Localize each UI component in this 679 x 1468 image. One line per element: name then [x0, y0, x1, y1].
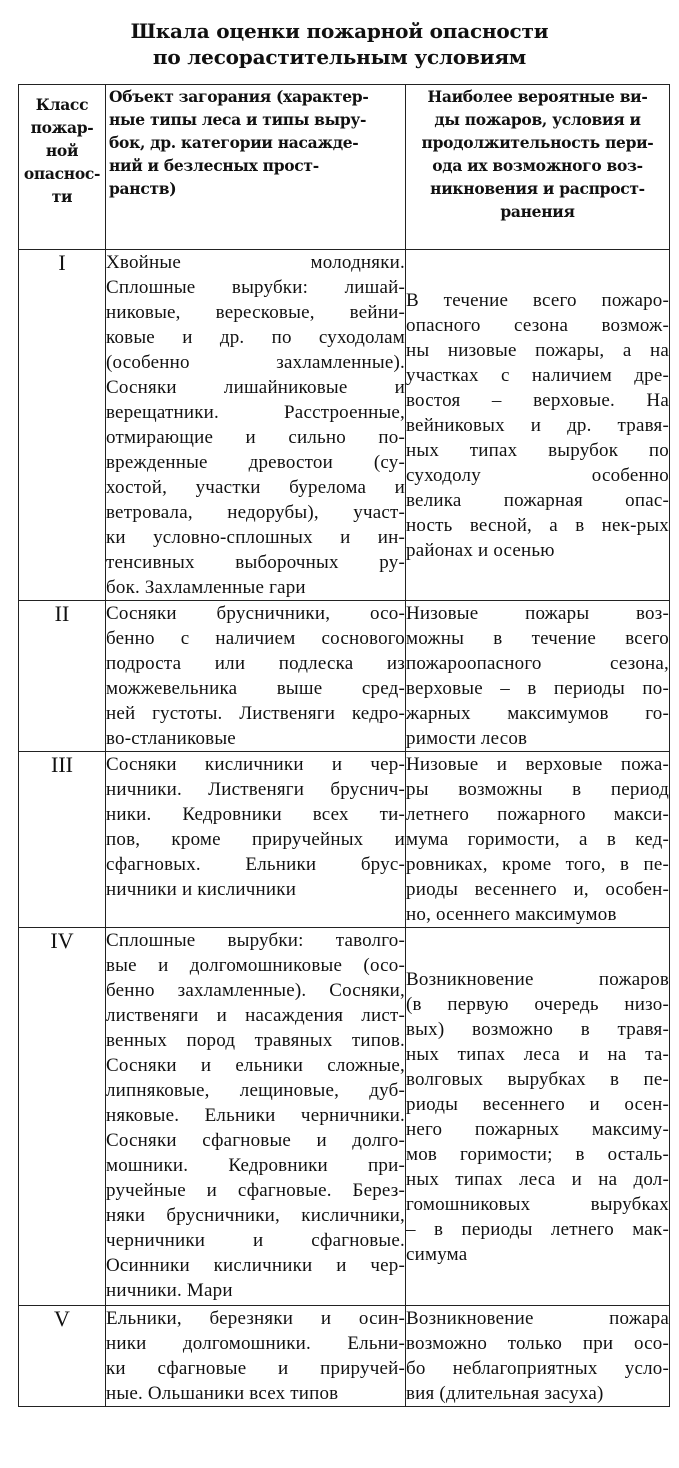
text-line: пожароопасного сезона, [406, 653, 669, 674]
text-line: (особенно захламленные). [106, 352, 405, 373]
text-line: Хвойные молодняки. [106, 252, 405, 273]
table-row [19, 250, 670, 601]
text-line: востоя – верховые. На [406, 389, 669, 411]
table-row [19, 752, 670, 928]
text-line: суходолу особенно [406, 464, 669, 486]
text-line: пожар- [30, 118, 94, 137]
fire-cell [406, 928, 670, 1306]
text-line: ранств) [109, 179, 177, 198]
text-line: ных типах вырубок по [406, 439, 669, 461]
text-line: вейниковых и др. травя- [406, 414, 669, 436]
fire-danger-table [18, 84, 670, 1407]
text-line: ветровала, недорубы), участ- [106, 502, 405, 523]
text-line: Сосняки кисличники и чер- [106, 754, 405, 775]
text-line: опаснос- [23, 164, 101, 183]
text-line: бенно захламленные). Сосняки, [106, 980, 405, 1001]
text-line: него пожарных максиму- [406, 1118, 669, 1140]
text-line: пов, кроме приручейных и [106, 829, 405, 850]
text-line: ничники и кисличники [106, 879, 297, 900]
text-line: ти [51, 187, 73, 206]
text-line: вых) возможно в травя- [406, 1018, 669, 1040]
text-line: во-стланиковые [106, 728, 236, 749]
text-line: Объект загорания (характер- [109, 87, 369, 106]
text-line: – в периоды летнего мак- [406, 1218, 669, 1240]
object-cell [106, 928, 406, 1306]
text-line: летнего пожарного макси- [406, 804, 669, 825]
text-line: Сосняки сфагновые и долго- [106, 1130, 405, 1151]
text-line: ной [45, 141, 79, 160]
table-row [19, 1306, 670, 1407]
object-cell [106, 601, 406, 752]
text-line: никновения и распрост- [430, 179, 645, 198]
class-cell: IV [19, 928, 106, 1306]
text-line: ки сфагновые и приручей- [106, 1358, 405, 1379]
text-line: риоды весеннего и, особен- [406, 879, 669, 900]
text-line: можжевельника выше сред- [106, 678, 405, 699]
text-line: отмирающие и сильно по- [106, 427, 405, 448]
text-line: Сосняки брусничники, осо- [106, 603, 405, 624]
text-line: сфагновых. Ельники брус- [106, 854, 405, 875]
text-line: Сосняки и ельники сложные, [106, 1055, 405, 1076]
fire-cell [406, 752, 670, 928]
text-line: хостой, участки бурелома и [106, 477, 405, 498]
text-line: Наиболее вероятные ви- [427, 87, 648, 106]
text-line: волговых вырубках в пе- [406, 1068, 669, 1090]
text-line: Сосняки лишайниковые и [106, 377, 405, 398]
text-line: мума горимости, а в кед- [406, 829, 669, 850]
header-class [19, 85, 106, 250]
text-line: врежденные древостои (су- [106, 452, 405, 473]
text-line: венных пород травяных типов. [106, 1030, 405, 1051]
text-line: ки условно-сплошных и ин- [106, 527, 405, 548]
text-line: ковые и др. по суходолам [106, 327, 405, 348]
text-line: Ельники, березняки и осин- [106, 1308, 405, 1329]
text-line: ны низовые пожары, а на [406, 339, 669, 361]
text-line: Низовые и верховые пожа- [406, 754, 669, 775]
text-line: районах и осенью [406, 539, 555, 561]
text-line: ных типах леса и на та- [406, 1043, 669, 1065]
text-line: можны в течение всего [406, 628, 669, 649]
text-line: но, осеннего максимумов [406, 904, 617, 925]
text-line: ные. Ольшаники всех типов [106, 1383, 339, 1404]
text-line: верещатники. Расстроенные, [106, 402, 405, 423]
fire-cell [406, 601, 670, 752]
text-line: ных типах леса и на дол- [406, 1168, 669, 1190]
text-line: верховые – в периоды по- [406, 678, 669, 699]
text-line: ней густоты. Лиственяги кедро- [106, 703, 405, 724]
text-line: ные типы леса и типы выру- [109, 110, 367, 129]
text-line: римости лесов [406, 728, 528, 749]
title-line-2: по лесорастительным условиям [152, 45, 527, 69]
text-line: ранения [500, 202, 575, 221]
text-line: бенно с наличием соснового [106, 628, 405, 649]
text-line: вые и долгомошниковые (осо- [106, 955, 405, 976]
text-line: жарных максимумов го- [406, 703, 669, 724]
text-line: Осинники кисличники и чер- [106, 1255, 405, 1276]
table-row [19, 928, 670, 1306]
object-cell [106, 1306, 406, 1407]
text-line: тенсивных выборочных ру- [106, 552, 405, 573]
class-cell: I [19, 250, 106, 601]
text-line: (в первую очередь низо- [406, 993, 669, 1015]
text-line: бо неблагоприятных усло- [406, 1358, 669, 1379]
text-line: няковые. Ельники черничники. [106, 1105, 405, 1126]
text-line: вия (длительная засуха) [406, 1383, 604, 1404]
text-line: ровниках, кроме того, в пе- [406, 854, 669, 875]
class-cell: II [19, 601, 106, 752]
text-line: Класс [35, 95, 89, 114]
document-title [0, 18, 679, 70]
text-line: велика пожарная опас- [406, 489, 669, 511]
text-line: ники. Кедровники всех ти- [106, 804, 405, 825]
text-line: лиственяги и насаждения лист- [106, 1005, 405, 1026]
class-cell: V [19, 1306, 106, 1407]
text-line: В течение всего пожаро- [406, 289, 669, 311]
text-line: липняковые, лещиновые, дуб- [106, 1080, 405, 1101]
text-line: риоды весеннего и осен- [406, 1093, 669, 1115]
class-cell: III [19, 752, 106, 928]
text-line: бок. Захламленные гари [106, 577, 306, 598]
text-line: возможно только при осо- [406, 1333, 669, 1354]
text-line: Возникновение пожара [406, 1308, 669, 1329]
text-line: мошники. Кедровники при- [106, 1155, 405, 1176]
title-line-1: Шкала оценки пожарной опасности [130, 19, 549, 43]
header-object [106, 85, 406, 250]
object-cell [106, 752, 406, 928]
text-line: продолжительность пери- [421, 133, 654, 152]
text-line: Сплошные вырубки: лишай- [106, 277, 405, 298]
text-line: черничники и сфагновые. [106, 1230, 405, 1251]
fire-cell [406, 250, 670, 601]
text-line: ний и безлесных прост- [109, 156, 319, 175]
text-line: Сплошные вырубки: таволго- [106, 930, 405, 951]
object-cell [106, 250, 406, 601]
text-line: няки брусничники, кисличники, [106, 1205, 405, 1226]
text-line: симума [406, 1243, 468, 1265]
text-line: ды пожаров, условия и [434, 110, 641, 129]
text-line: ничники. Лиственяги бруснич- [106, 779, 405, 800]
text-line: ры возможны в период [406, 779, 669, 800]
text-line: участках с наличием дре- [406, 364, 669, 386]
text-line: ручейные и сфагновые. Берез- [106, 1180, 405, 1201]
text-line: ничники. Мари [106, 1280, 233, 1301]
text-line: бок, др. категории насажде- [109, 133, 359, 152]
header-row [19, 85, 670, 250]
text-line: Возникновение пожаров [406, 968, 669, 990]
text-line: Низовые пожары воз- [406, 603, 669, 624]
text-line: опасного сезона возмож- [406, 314, 669, 336]
fire-cell [406, 1306, 670, 1407]
text-line: ода их возможного воз- [432, 156, 643, 175]
text-line: подроста или подлеска из [106, 653, 405, 674]
text-line: мов горимости; в осталь- [406, 1143, 669, 1165]
table-row [19, 601, 670, 752]
header-fire [406, 85, 670, 250]
text-line: никовые, вересковые, вейни- [106, 302, 405, 323]
text-line: ники долгомошники. Ельни- [106, 1333, 405, 1354]
text-line: гомошниковых вырубках [406, 1193, 669, 1215]
text-line: ность весной, а в нек-рых [406, 514, 669, 536]
